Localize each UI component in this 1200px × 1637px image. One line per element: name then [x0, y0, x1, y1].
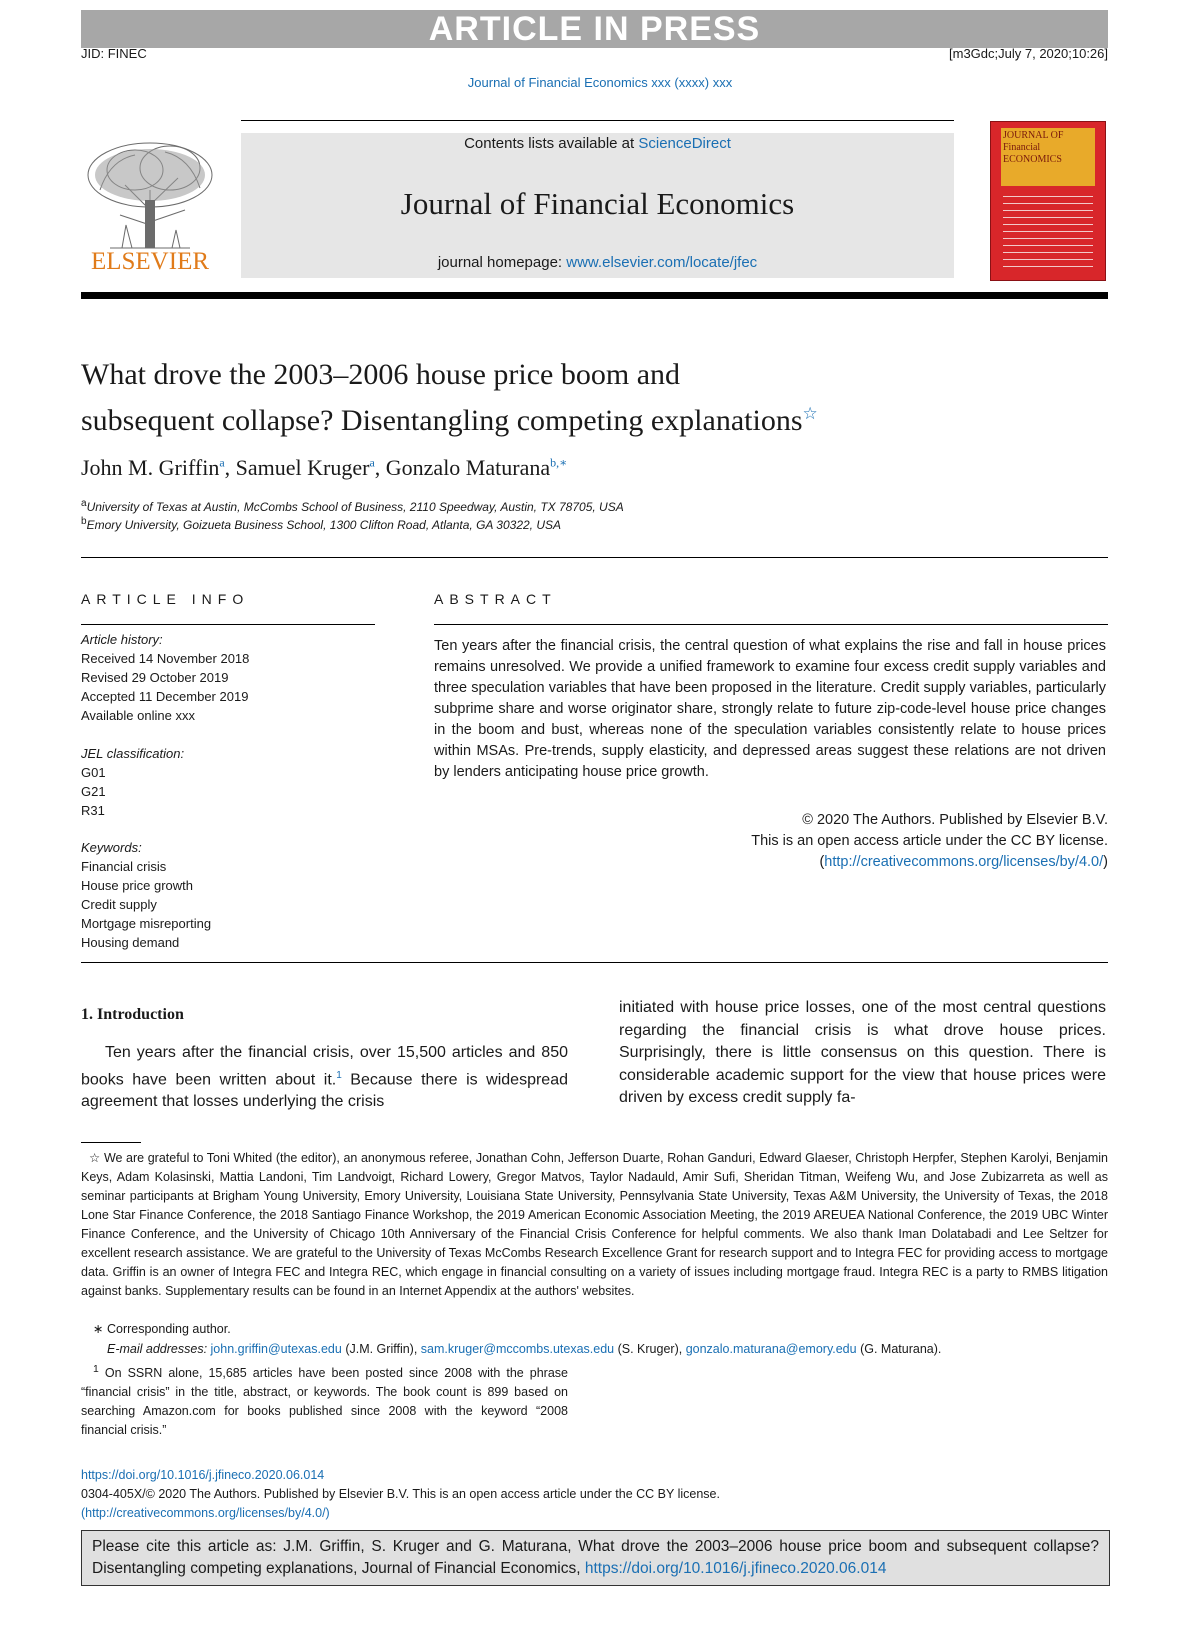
- abstract-text: Ten years after the financial crisis, the central question of what explains the rise and fall in house prices remains unresolved. We provide a unified framework to examine four excess credit supply variables and three speculation variables that have been proposed in the literature. Credit supply variables, particularly subprime share and worse originator share, strongly relate to future zip-code-level house price changes in the boom and bust, whereas none of the speculation variables consistently relate to house prices within MSAs. Pre-trends, supply elasticity, and depressed areas suggest these relations are not driven by lenders anticipating house price growth.: [434, 638, 1106, 780]
- cover-lines: [1003, 196, 1093, 268]
- history-online: Available online xxx: [81, 708, 195, 723]
- article-history: [81, 630, 371, 725]
- intro-text: Ten years after the financial crisis, over 15,500 articles and 850 books have been written about it.: [81, 1044, 568, 1088]
- keyword: Mortgage misreporting: [81, 916, 212, 931]
- footnote-1: [81, 1360, 568, 1440]
- email-footnote: [81, 1340, 1134, 1359]
- footnote-rule: [81, 1142, 141, 1143]
- front-matter-rule: [81, 557, 1108, 558]
- author-name: Gonzalo Maturana: [385, 455, 551, 480]
- issn-line: 0304-405X/© 2020 The Authors. Published by Elsevier B.V. This is an open access article under the CC BY license.: [81, 1487, 720, 1501]
- header-top-rule: [241, 120, 954, 121]
- keyword: Financial crisis: [81, 859, 167, 874]
- article-in-press-banner: ARTICLE IN PRESS: [81, 10, 1108, 48]
- email-label: E-mail addresses:: [107, 1342, 208, 1356]
- citation-doi-link[interactable]: https://doi.org/10.1016/j.jfineco.2020.06.014: [584, 1560, 887, 1577]
- abstract-copyright: [436, 810, 1108, 873]
- journal-running-head[interactable]: Journal of Financial Economics xxx (xxxx) xxx: [467, 75, 733, 90]
- affiliation-text: Emory University, Goizueta Business School, 1300 Clifton Road, Atlanta, GA 30322, USA: [86, 518, 562, 532]
- sciencedirect-link[interactable]: ScienceDirect: [638, 135, 731, 152]
- footnote-text: We are grateful to Toni Whited (the editor), an anonymous referee, Jonathan Cohn, Jefferson Duarte, Rohan Ganduri, Edward Glaeser, Christoph Herpfer, Stephen Karolyi, Benjamin Keys, Adam Kolasinski, Mattia Landoni, Tim Landvoigt, Richard Lowery, Gregor Matvos, Taylor Nadauld, Amir Sufi, Sheridan Titman, Weifeng Wu, and Jose Zubizarreta as well as seminar participants at Brigham Young University, Emory University, Louisiana State University, Pennsylvania State University, Texas A&M University, the University of Texas, the 2018 Lone Star Finance Conference, the 2018 Santiago Finance Workshop, the 2019 American Economic Association Meeting, the 2019 AREUEA National Conference, the 2019 UBC Winter Finance Conference, and the University of Chicago 10th Anniversary of the Financial Crisis Conference for helpful comments. We also thank Iman Dolatabadi and Lee Seltzer for excellent research assistance. We are grateful to the University of Texas McCombs Research Excellence Grant for research support and to Integra FEC for providing access to mortgage data. Griffin is an owner of Integra FEC and Integra REC, which engage in financial consulting on a variety of issues including mortgage fraud. Integra REC is a party to RMBS litigation against banks. Supplementary results can be found in an Internet Appendix at the authors' websites.: [81, 1151, 1108, 1298]
- license-link[interactable]: (http://creativecommons.org/licenses/by/4.0/): [81, 1506, 330, 1520]
- contents-line: [241, 135, 954, 152]
- article-title: [81, 355, 981, 440]
- license-link[interactable]: http://creativecommons.org/licenses/by/4.0/: [824, 854, 1104, 870]
- keywords-heading: Keywords:: [81, 840, 142, 855]
- keyword: House price growth: [81, 878, 193, 893]
- footnote-ref[interactable]: 1: [336, 1069, 342, 1081]
- title-line-1: What drove the 2003–2006 house price boom and: [81, 358, 681, 391]
- journal-title: Journal of Financial Economics: [400, 186, 795, 221]
- title-line-2: [81, 394, 981, 440]
- affiliation: [81, 498, 624, 514]
- footnote-mark: 1: [93, 1364, 99, 1375]
- footnote-mark: ∗: [93, 1322, 104, 1336]
- license-link-line: (http://creativecommons.org/licenses/by/4.0/): [819, 854, 1108, 870]
- history-received: Received 14 November 2018: [81, 651, 250, 666]
- journal-homepage: [241, 254, 954, 271]
- build-stamp: [m3Gdc;July 7, 2020;10:26]: [949, 46, 1108, 61]
- author-list: John M. Griffin$^a$, Samuel Kruger$^a$, Gonzalo Maturana$^{b,∗}$: [81, 455, 568, 480]
- email-link[interactable]: sam.kruger@mccombs.utexas.edu: [420, 1342, 615, 1356]
- corresponding-author-footnote: [81, 1320, 1120, 1339]
- affiliation-text: University of Texas at Austin, McCombs School of Business, 2110 Speedway, Austin, TX 78705, USA: [86, 500, 624, 514]
- jel-code: G01: [81, 765, 106, 780]
- elsevier-logo: [80, 130, 220, 280]
- intro-left-column: [81, 1042, 568, 1114]
- section-heading: 1. Introduction: [81, 1006, 184, 1023]
- email-owner: (J.M. Griffin),: [345, 1342, 418, 1356]
- keywords: [81, 838, 371, 952]
- article-identifiers: [81, 1466, 720, 1523]
- publisher-wordmark: ELSEVIER: [90, 248, 210, 275]
- contents-prefix: Contents lists available at: [464, 135, 635, 152]
- jel-code: G21: [81, 784, 106, 799]
- header-bottom-rule: [81, 292, 1108, 299]
- footnote-text: Corresponding author.: [106, 1322, 231, 1336]
- affiliation-mark: b: [81, 516, 87, 527]
- title-line-2-text: subsequent collapse? Disentangling competing explanations: [81, 404, 803, 437]
- journal-cover: [990, 121, 1106, 281]
- email-owner: (S. Kruger),: [617, 1342, 683, 1356]
- footnote-mark: ☆: [89, 1151, 101, 1165]
- article-info-rule: [81, 624, 375, 625]
- author-affiliation-mark[interactable]: a: [369, 455, 375, 470]
- journal-id: JID: FINEC: [81, 46, 147, 61]
- author-name: John M. Griffin: [81, 455, 220, 480]
- email-link[interactable]: john.griffin@utexas.edu: [210, 1342, 342, 1356]
- abstract-rule: [434, 624, 1108, 625]
- author-name: Samuel Kruger: [235, 455, 370, 480]
- jel-code: R31: [81, 803, 105, 818]
- acknowledgment-footnote: [81, 1149, 1108, 1301]
- abstract-heading: ABSTRACT: [434, 591, 557, 607]
- article-info-heading: ARTICLE INFO: [81, 591, 250, 607]
- keyword: Housing demand: [81, 935, 180, 950]
- footnote-text: On SSRN alone, 15,685 articles have been posted since 2008 with the phrase “financial crisis” in the title, abstract, or keywords. The book count is 899 based on searching Amazon.com for books published since 2008 with the keyword “2008 financial crisis.”: [81, 1366, 568, 1438]
- author-affiliation-mark[interactable]: a: [219, 455, 225, 470]
- intro-right-column: initiated with house price losses, one of the most central questions regarding the financial crisis is what drove house prices. Surprisingly, there is little consensus on this question. There is considerable academic support for the view that house prices were driven by excess credit supply fa-: [619, 999, 1106, 1106]
- email-link[interactable]: gonzalo.maturana@emory.edu: [685, 1342, 857, 1356]
- affiliation-mark: a: [81, 498, 87, 509]
- homepage-prefix: journal homepage:: [437, 254, 563, 271]
- email-owner: (G. Maturana).: [860, 1342, 942, 1356]
- cover-title: JOURNAL OF Financial ECONOMICS: [1003, 130, 1064, 165]
- affiliation: [81, 516, 561, 532]
- keyword: Credit supply: [81, 897, 157, 912]
- author-affiliation-mark[interactable]: b,∗: [550, 455, 568, 470]
- history-accepted: Accepted 11 December 2019: [81, 689, 249, 704]
- history-revised: Revised 29 October 2019: [81, 670, 229, 685]
- jel-classification: [81, 744, 371, 820]
- jel-heading: JEL classification:: [81, 746, 185, 761]
- license-line: This is an open access article under the CC BY license.: [751, 833, 1108, 849]
- doi-link[interactable]: https://doi.org/10.1016/j.jfineco.2020.06.014: [81, 1468, 325, 1482]
- copyright-line: © 2020 The Authors. Published by Elsevier B.V.: [802, 812, 1108, 828]
- intro-text: Because there is widespread agreement that losses underlying the crisis: [81, 1070, 568, 1111]
- citation-text: Please cite this article as: J.M. Griffin, S. Kruger and G. Maturana, What drove the 2003–2006 house price boom and subsequent collapse? Disentangling competing explanations, Journal of Financial Economics,: [92, 1538, 1099, 1577]
- title-footnote-mark[interactable]: ☆: [802, 404, 818, 423]
- citation-box: [81, 1530, 1110, 1586]
- homepage-link[interactable]: www.elsevier.com/locate/jfec: [566, 254, 758, 271]
- history-heading: Article history:: [81, 632, 163, 647]
- abstract-bottom-rule: [81, 962, 1108, 963]
